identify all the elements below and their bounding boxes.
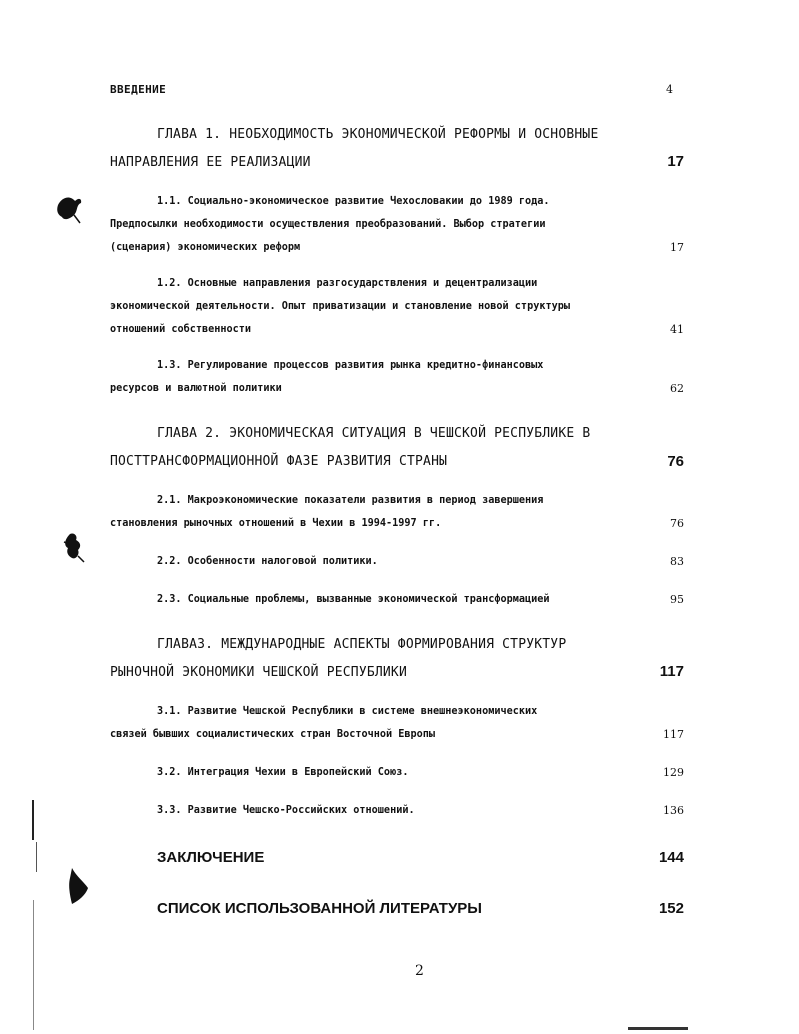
section-1-1-line1: 1.1. Социально-экономическое развитие Чехословакии до 1989 года. — [157, 196, 550, 207]
section-1-2-line3: отношений собственности — [110, 324, 252, 335]
section-1-1-line2: Предпосылки необходимости осуществления преобразований. Выбор стратегии — [110, 219, 546, 230]
section-1-2-line2: экономической деятельности. Опыт приватизации и становление новой структуры — [110, 301, 571, 312]
scan-artifact-line — [33, 900, 34, 1030]
section-3-3-page: 136 — [663, 804, 684, 817]
section-3-3-line1: 3.3. Развитие Чешско-Российских отношений. — [157, 805, 415, 816]
ink-blot-mark — [54, 193, 84, 225]
chapter2-title-line2: ПОСТТРАНСФОРМАЦИОННОЙ ФАЗЕ РАЗВИТИЯ СТРАНЫ — [110, 454, 448, 469]
section-2-1-page: 76 — [670, 517, 684, 530]
section-1-3-line1: 1.3. Регулирование процессов развития рынка кредитно-финансовых — [157, 360, 544, 371]
section-3-1-page: 117 — [663, 728, 684, 741]
chapter1-title-line2: НАПРАВЛЕНИЯ ЕЕ РЕАЛИЗАЦИИ — [110, 155, 311, 170]
scan-artifact-line — [628, 1027, 688, 1030]
toc-intro-page: 4 — [666, 83, 673, 96]
section-2-1-line2: становления рыночных отношений в Чехии в 1994-1997 гг. — [110, 518, 442, 529]
section-3-2-line1: 3.2. Интеграция Чехии в Европейский Союз. — [157, 767, 409, 778]
section-3-1-line2: связей бывших социалистических стран Восточной Европы — [110, 729, 436, 740]
toc-conclusion-page: 144 — [658, 849, 684, 866]
section-1-3-line2: ресурсов и валютной политики — [110, 383, 282, 394]
section-2-2-line1: 2.2. Особенности налоговой политики. — [157, 556, 378, 567]
chapter2-title-line1: ГЛАВА 2. ЭКОНОМИЧЕСКАЯ СИТУАЦИЯ В ЧЕШСКОЙ РЕСПУБЛИКЕ В — [157, 426, 591, 441]
scan-artifact-line — [36, 842, 37, 872]
toc-conclusion-title: ЗАКЛЮЧЕНИЕ — [157, 849, 265, 866]
chapter1-page: 17 — [667, 153, 684, 170]
ink-blot-mark — [62, 866, 92, 906]
chapter3-page: 117 — [659, 663, 684, 680]
toc-intro-title: ВВЕДЕНИЕ — [110, 83, 167, 96]
chapter2-page: 76 — [667, 453, 684, 470]
section-2-2-page: 83 — [670, 555, 684, 568]
toc-references-title: СПИСОК ИСПОЛЬЗОВАННОЙ ЛИТЕРАТУРЫ — [157, 900, 482, 917]
toc-references-page: 152 — [658, 900, 684, 917]
scan-artifact-line — [32, 800, 34, 840]
section-2-3-line1: 2.3. Социальные проблемы, вызванные экономической трансформацией — [157, 594, 550, 605]
section-3-1-line1: 3.1. Развитие Чешской Республики в системе внешнеэкономических — [157, 706, 538, 717]
ink-blot-mark — [60, 530, 88, 564]
section-1-2-page: 41 — [670, 323, 684, 336]
section-1-3-page: 62 — [670, 382, 684, 395]
section-2-1-line1: 2.1. Макроэкономические показатели развития в период завершения — [157, 495, 544, 506]
section-1-2-line1: 1.2. Основные направления разгосударствления и децентрализации — [157, 278, 538, 289]
section-2-3-page: 95 — [670, 593, 684, 606]
chapter3-title-line1: ГЛАВАЗ. МЕЖДУНАРОДНЫЕ АСПЕКТЫ ФОРМИРОВАНИЯ СТРУКТУР — [157, 637, 567, 652]
section-3-2-page: 129 — [663, 766, 684, 779]
section-1-1-page: 17 — [670, 241, 684, 254]
section-1-1-line3: (сценария) экономических реформ — [110, 242, 301, 253]
page-number: 2 — [415, 963, 424, 979]
chapter3-title-line2: РЫНОЧНОЙ ЭКОНОМИКИ ЧЕШСКОЙ РЕСПУБЛИКИ — [110, 665, 407, 680]
chapter1-title-line1: ГЛАВА 1. НЕОБХОДИМОСТЬ ЭКОНОМИЧЕСКОЙ РЕФОРМЫ И ОСНОВНЫЕ — [157, 127, 599, 142]
